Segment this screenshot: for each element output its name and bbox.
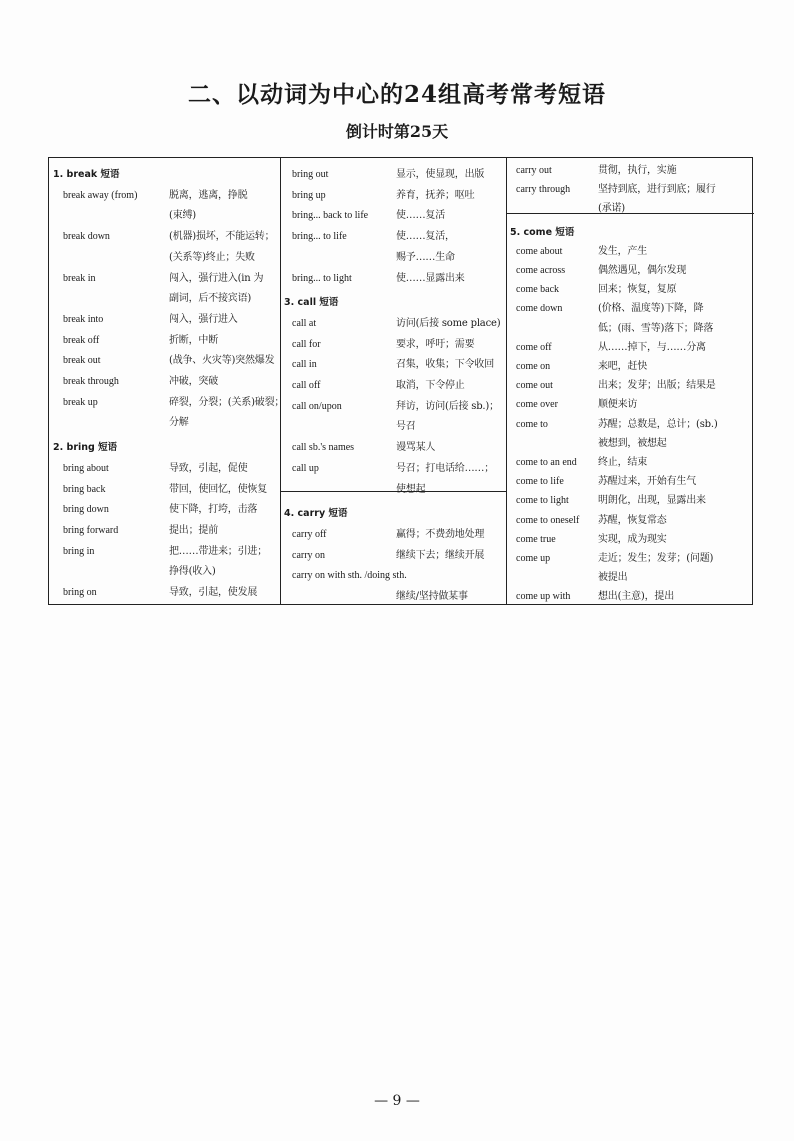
meaning-text: 回来；恢复，复原 <box>598 284 677 296</box>
phrase-text: bring on <box>63 587 97 598</box>
phrase-text: break into <box>63 313 104 325</box>
phrase-row <box>280 567 506 585</box>
meaning-text: 明朗化，出现，显露出来 <box>598 495 706 507</box>
phrase-row <box>49 187 280 205</box>
phrase-text: come true <box>516 533 556 545</box>
phrase-row <box>280 460 506 478</box>
meaning-text: 苏醒，恢复常态 <box>598 514 667 526</box>
phrase-row <box>49 249 280 267</box>
phrase-text: bring... to life <box>292 231 347 243</box>
phrase-text: call up <box>292 462 319 474</box>
section-heading <box>280 294 506 312</box>
phrase-row <box>49 332 280 350</box>
phrase-row <box>506 162 754 180</box>
meaning-text: 出来；发芽；出版；结果是 <box>598 380 716 392</box>
phrase-text: carry on with sth. /doing sth. <box>292 570 407 582</box>
meaning-text: 赢得；不费劲地处理 <box>396 528 485 540</box>
meaning-text: 实现，成为现实 <box>598 533 667 545</box>
meaning-text: 顺便来访 <box>598 399 638 411</box>
meaning-text: 苏醒过来，开始有生气 <box>598 476 696 488</box>
phrase-text: break away (from) <box>63 189 138 201</box>
meaning-text: 召集，收集；下令收回 <box>396 359 494 371</box>
phrase-text: bring back <box>63 483 106 495</box>
phrase-text: come across <box>516 265 566 276</box>
phrase-row <box>280 315 506 333</box>
phrase-row <box>280 481 506 499</box>
phrase-row <box>280 228 506 246</box>
phrase-row <box>506 281 754 299</box>
meaning-text: 冲破，突破 <box>169 376 218 387</box>
meaning-text: 来吧，赶快 <box>598 361 647 372</box>
meaning-text: 闯入，强行进入 <box>169 313 238 325</box>
phrase-text: come out <box>516 380 553 392</box>
section-heading-text: 4. carry 短语 <box>284 508 348 520</box>
meaning-text: 折断，中断 <box>169 334 218 346</box>
phrase-text: call for <box>292 338 321 350</box>
section-heading-text: 2. bring 短语 <box>53 442 118 454</box>
phrase-text: come to <box>516 418 548 430</box>
meaning-text: 从……掉下，与……分离 <box>598 341 706 353</box>
phrase-row <box>280 249 506 267</box>
phrase-text: come down <box>516 303 563 315</box>
phrase-text: break through <box>63 376 119 387</box>
phrase-row <box>506 300 754 318</box>
phrase-row <box>280 377 506 395</box>
phrase-row <box>506 454 754 472</box>
phrase-row <box>280 187 506 205</box>
phrase-text: bring forward <box>63 524 119 536</box>
phrase-text: bring down <box>63 504 109 516</box>
phrase-text: bring out <box>292 169 329 180</box>
meaning-text: 走近；发生；发芽；(问题) <box>598 553 714 564</box>
countdown-subtitle: 倒计时第25天 <box>345 122 449 141</box>
meaning-text: 拜访，访问(后接 sb.)； <box>396 400 499 412</box>
phrase-row <box>280 588 506 606</box>
phrase-row <box>506 473 754 491</box>
meaning-text: 苏醒；总数是，总计；(sb.) <box>598 418 718 430</box>
phrase-text: come up with <box>516 591 571 603</box>
meaning-text: 提出；提前 <box>169 524 218 536</box>
phrase-row <box>280 547 506 565</box>
phrase-text: call off <box>292 380 321 391</box>
meaning-text: 导致，引起，使发展 <box>169 587 258 598</box>
meaning-text: 使……复活 <box>396 210 445 222</box>
meaning-text: 贯彻，执行，实施 <box>598 165 677 176</box>
table-column-3 <box>506 158 754 604</box>
phrase-text: carry on <box>292 549 326 561</box>
phrase-row <box>49 207 280 225</box>
phrase-text: come about <box>516 245 563 257</box>
phrase-text: break out <box>63 355 101 367</box>
phrase-text: break up <box>63 396 98 408</box>
meaning-text: 赐予……生命 <box>396 251 455 263</box>
phrase-row <box>506 588 754 606</box>
meaning-text: 带回，使回忆，使恢复 <box>169 483 267 495</box>
phrase-text: carry off <box>292 528 327 540</box>
meaning-text: 使……显露出来 <box>396 272 465 284</box>
meaning-text: 闯入，强行进入(in 为 <box>169 272 264 284</box>
phrase-text: break down <box>63 231 110 243</box>
phrase-text: come on <box>516 361 551 372</box>
page-title: 二、以动词为中心的24组高考常考短语 <box>187 81 606 108</box>
meaning-text: 使想起 <box>396 483 426 495</box>
phrase-row <box>280 418 506 436</box>
table-column-1 <box>49 158 285 604</box>
phrase-row <box>49 543 280 561</box>
meaning-text: 副词，后不接宾语) <box>169 293 252 305</box>
meaning-text: 取消，下令停止 <box>396 380 465 391</box>
phrase-text: come over <box>516 399 558 411</box>
phrase-row <box>506 550 754 568</box>
phrase-text: bring about <box>63 462 109 474</box>
table-column-2 <box>280 158 506 604</box>
meaning-text: 挣得(收入) <box>169 566 216 578</box>
phrase-row <box>49 311 280 329</box>
phrase-text: call in <box>292 359 317 371</box>
meaning-text: 显示，使显现，出版 <box>396 169 485 180</box>
phrase-text: break off <box>63 334 100 346</box>
meaning-text: 使……复活， <box>396 231 455 243</box>
meaning-text: 偶然遇见，偶尔发现 <box>598 265 687 276</box>
meaning-text: (战争、火灾等)突然爆发 <box>169 355 275 367</box>
phrase-row <box>506 358 754 376</box>
phrase-row <box>506 396 754 414</box>
phrase-row <box>49 394 285 412</box>
phrase-text: carry out <box>516 165 552 176</box>
phrase-row <box>506 181 754 199</box>
section-heading <box>280 505 506 523</box>
phrase-row <box>506 492 754 510</box>
meaning-text: 导致，引起，促使 <box>169 462 248 474</box>
phrase-row <box>280 526 506 544</box>
phrase-row <box>49 481 280 499</box>
meaning-text: 想出(主意)，提出 <box>598 591 675 603</box>
phrase-text: come to life <box>516 476 564 488</box>
phrase-row <box>506 435 754 453</box>
section-heading-text: 1. break 短语 <box>53 169 120 180</box>
phrase-row <box>280 398 506 416</box>
meaning-text: 脱离，逃离，挣脱 <box>169 189 248 201</box>
phrase-text: come off <box>516 341 552 353</box>
section-heading <box>49 166 280 184</box>
meaning-text: (价格、温度等)下降，降 <box>598 303 704 315</box>
phrase-row <box>280 270 506 288</box>
phrase-row <box>506 243 754 261</box>
phrase-row <box>506 416 754 434</box>
phrase-row <box>506 262 754 280</box>
phrase-text: bring... to light <box>292 272 352 284</box>
meaning-text: 继续下去；继续开展 <box>396 549 485 561</box>
phrase-row <box>506 531 754 549</box>
phrase-text: carry through <box>516 184 571 196</box>
phrase-text: call at <box>292 317 317 329</box>
meaning-text: 终止，结束 <box>598 457 647 468</box>
meaning-text: 发生，产生 <box>598 245 647 257</box>
meaning-text: 访问(后接 some place) <box>396 317 501 329</box>
meaning-text: 把……带进来；引进； <box>169 545 267 557</box>
phrase-row <box>506 512 754 530</box>
phrase-row <box>49 414 280 432</box>
phrase-text: bring in <box>63 545 95 557</box>
phrase-row <box>49 501 280 519</box>
phrase-row <box>506 377 754 395</box>
phrase-row <box>280 207 506 225</box>
phrase-text: come to light <box>516 495 569 507</box>
phrase-row <box>280 356 506 374</box>
section-heading-text: 3. call 短语 <box>284 297 339 309</box>
meaning-text: (束缚) <box>169 210 197 222</box>
phrase-text: break in <box>63 272 96 284</box>
meaning-text: 谩骂某人 <box>396 442 436 454</box>
phrase-text: bring up <box>292 189 326 201</box>
phrase-row <box>506 200 754 218</box>
section-heading <box>49 439 280 457</box>
phrase-text: come to an end <box>516 457 577 468</box>
meaning-text: 号召；打电话给……； <box>396 462 494 474</box>
meaning-text: 号召 <box>396 421 416 433</box>
phrase-text: call sb.'s names <box>292 442 355 454</box>
phrase-row <box>49 290 280 308</box>
meaning-text: (承诺) <box>598 203 626 215</box>
meaning-text: 低；(雨、雪等)落下；降落 <box>598 322 714 334</box>
phrase-text: call on/upon <box>292 400 342 412</box>
meaning-text: 要求，呼吁；需要 <box>396 338 475 350</box>
phrase-row <box>49 460 280 478</box>
meaning-text: (关系等)终止；失败 <box>169 251 255 263</box>
phrase-row <box>49 522 280 540</box>
meaning-text: 继续/坚持做某事 <box>396 591 468 602</box>
phrase-row <box>49 352 280 370</box>
phrase-text: come up <box>516 553 551 564</box>
meaning-text: 坚持到底，进行到底；履行 <box>598 184 716 196</box>
phrase-text: come to oneself <box>516 514 580 526</box>
phrase-text: come back <box>516 284 560 296</box>
phrase-row <box>49 270 280 288</box>
meaning-text: 使下降，打垮，击落 <box>169 504 258 516</box>
phrase-row <box>49 563 280 581</box>
meaning-text: (机器)损坏，不能运转； <box>169 231 275 243</box>
phrase-row <box>280 166 506 184</box>
phrase-row <box>49 228 280 246</box>
phrase-row <box>49 584 280 602</box>
phrase-text: bring... back to life <box>292 210 369 222</box>
section-heading <box>506 224 754 242</box>
phrase-row <box>506 320 754 338</box>
meaning-text: 养育，抚养；呕吐 <box>396 189 475 201</box>
phrase-row <box>506 339 754 357</box>
phrase-row <box>506 569 754 587</box>
phrase-row <box>49 373 280 391</box>
meaning-text: 被提出 <box>598 572 628 584</box>
phrase-table <box>48 157 753 605</box>
phrase-row <box>280 336 506 354</box>
section-heading-text: 5. come 短语 <box>510 226 575 238</box>
phrase-row <box>280 439 506 457</box>
meaning-text: 分解 <box>169 417 189 429</box>
meaning-text: 碎裂，分裂；(关系)破裂； <box>169 396 285 408</box>
page-number: — 9 — <box>374 1093 420 1109</box>
meaning-text: 被想到，被想起 <box>598 437 667 449</box>
